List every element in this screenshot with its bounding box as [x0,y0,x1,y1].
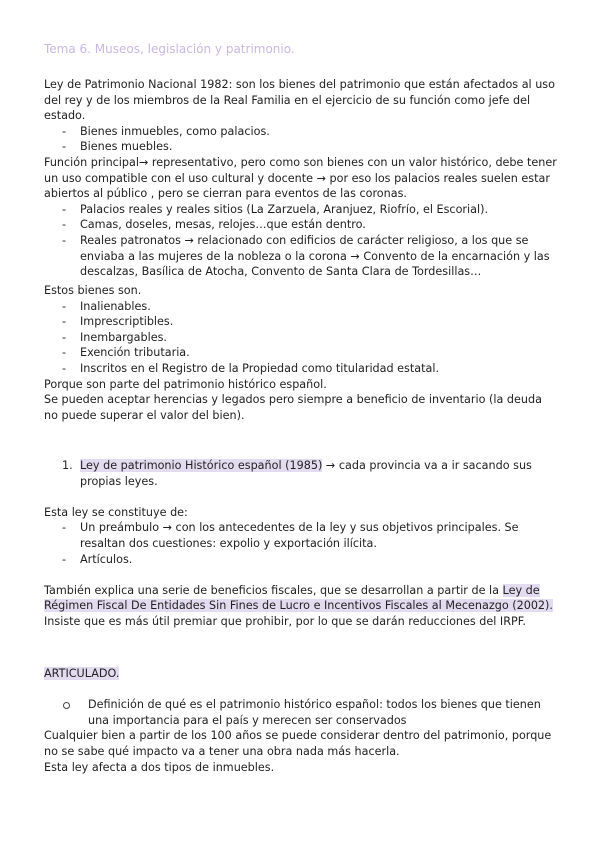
circle-bullet-item: Definición de qué es el patrimonio histórico español: todos los bienes que tienen una importancia para el país y merecen ser conservados [44,697,559,728]
section-heading: ARTICULADO. [44,667,120,680]
list-item: - Camas, doseles, mesas, relojes…que están dentro. [44,217,559,233]
paragraph: Estos bienes son. [44,284,142,297]
list-item: - Inscritos en el Registro de la Propiedad como titularidad estatal. [44,361,559,377]
section-articulado [44,666,559,775]
paragraph: Función principal→ representativo, pero como son bienes con un valor histórico, debe tener un uso compatible con el uso cultural y docente → por eso los palacios reales suelen estar abiertos al público , pero se cierran para eventos de las coronas. [44,155,557,201]
section-patrimonio-nacional [44,77,559,280]
list-item: - Exención tributaria. [44,345,559,361]
paragraph: Ley de Patrimonio Nacional 1982: son los bienes del patrimonio que están afectados al uso del rey y de los miembros de la Real Familia en el ejercicio de su función como jefe del estado. [44,78,555,123]
bullet-list [44,124,559,155]
list-item: - Bienes muebles. [44,139,559,155]
circle-bullet-icon [63,702,70,709]
list-item: - Palacios reales y reales sitios (La Zarzuela, Aranjuez, Riofrío, el Escorial). [44,202,559,218]
paragraph: Esta ley se constituye de: [44,505,188,519]
list-item: - Inembargables. [44,330,559,346]
section-ley-1985 [44,458,559,630]
text-run: También explica una serie de beneficios fiscales, que se desarrollan a partir de la [44,583,503,597]
list-item: - Artículos. [44,552,559,568]
list-item: - Imprescriptibles. [44,314,559,330]
item-number: 1. [62,459,73,472]
list-item: - Reales patronatos → relacionado con edificios de carácter religioso, a los que se enviaba a las mujeres de la nobleza o la corona → Convento de la encarnación y las descalzas, Basílica de Atocha, Convento de Santa Clara de Tordesillas… [44,233,559,280]
list-item: - Un preámbulo → con los antecedentes de la ley y sus objetivos principales. Se resaltan dos cuestiones: expolio y exportación ilícita. [44,520,559,551]
numbered-item [44,458,559,489]
law-description: → cada provincia va a ir sacando sus propias leyes. [80,459,532,488]
bullet-list [44,202,559,280]
list-item: - Bienes inmuebles, como palacios. [44,124,559,140]
page-title: Tema 6. Museos, legislación y patrimonio. [44,42,295,56]
bullet-list [44,520,559,567]
highlighted-law: Ley de patrimonio Histórico español (1985) [80,459,323,472]
paragraph [44,583,559,614]
highlighted-law: Ley de Régimen Fiscal De Entidades Sin Fines de Lucro e Incentivos Fiscales al Mecenazgo (2002). [44,583,553,613]
paragraph: Cualquier bien a partir de los 100 años se puede considerar dentro del patrimonio, porque no se sabe qué impacto va a tener una obra nada más hacerla. [44,729,552,758]
bullet-list [44,299,559,377]
section-caracteristicas [44,283,559,423]
paragraph: Porque son parte del patrimonio histórico español. [44,377,327,391]
paragraph: Esta ley afecta a dos tipos de inmuebles. [44,760,275,774]
list-item: - Inalienables. [44,299,559,315]
paragraph: Insiste que es más útil premiar que prohibir, por lo que se darán reducciones del IRPF. [44,614,526,628]
paragraph: Se pueden aceptar herencias y legados pero siempre a beneficio de inventario (la deuda no puede superar el valor del bien). [44,393,542,422]
